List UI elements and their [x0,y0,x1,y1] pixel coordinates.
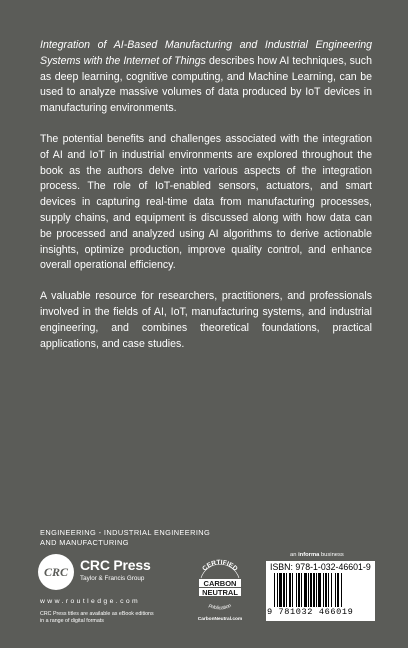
barcode-stripe [304,573,307,607]
ebook-note-line-2: in a range of digital formats [40,618,104,625]
seal-top-text: CERTIFIED [201,559,239,573]
subject-line-1: ENGINEERING - INDUSTRIAL ENGINEERING [40,528,211,537]
publisher-group: Taylor & Francis Group [80,575,145,582]
informa-brand: informa [298,552,320,558]
seal-bottom-text: publication [207,602,233,612]
barcode-stripe [298,573,300,607]
barcode-stripe [316,573,317,607]
crc-logo-icon: CRC [38,554,74,590]
barcode-stripe [301,573,302,607]
barcode-stripe [318,573,321,607]
barcode-stripe [331,573,332,607]
barcode-digits: 9 781032 466019 [267,607,354,617]
barcode-stripe [337,573,339,607]
barcode-stripe [274,573,275,607]
svg-text:publication [208,603,233,612]
blurb-paragraph-1-text: describes how AI techniques, such as deep learning, cognitive computing, and Machine Learning, can be used to analyze massive volumes of data produced by IoT devices in manufacturing environments. [40,54,372,115]
barcode-stripe [341,573,342,607]
barcode-stripe [277,573,278,607]
blurb-paragraph-1 [40,38,372,117]
seal-main-text-2: NEUTRAL [202,588,238,597]
barcode-stripe [325,573,327,607]
isbn-label: ISBN: 978-1-032-46601-9 [270,562,371,572]
barcode-stripe [292,573,293,607]
informa-suffix: business [319,552,344,558]
barcode-stripe [296,573,297,607]
barcode-stripe [283,573,285,607]
subject-category [40,528,240,547]
barcode-stripe [310,573,312,607]
back-cover-blurb [40,38,372,367]
carbon-neutral-url: CarbonNeutral.com [197,617,243,622]
barcode-stripe [289,573,291,607]
informa-business-label [290,552,344,558]
carbon-neutral-seal-icon [193,556,247,620]
subject-line-2: AND MANUFACTURING [40,537,129,547]
barcode-stripe [286,573,287,607]
barcode-stripe [308,573,309,607]
barcode-icon [274,573,367,607]
barcode-stripe [328,573,329,607]
barcode-stripe [279,573,282,607]
svg-text:CERTIFIED [201,559,239,573]
barcode-stripe [323,573,324,607]
book-title: Integration of AI-Based Manufacturing and Industrial Engineering Systems with the Internet of Things [40,39,372,67]
blurb-paragraph-2: The potential benefits and challenges associated with the integration of AI and IoT in industrial environments are explored throughout the book as the authors delve into various aspects of the integration process. The role of IoT-enabled sensors, actuators, and smart devices in capturing real-time data from manufacturing processes, supply chains, and equipment is discussed along with how data can be processed and analyzed using AI algorithms to derive actionable insights, optimize production, improve quality control, and enhance overall operational efficiency. [40,132,372,272]
ebook-note [40,611,200,626]
barcode-stripe [313,573,315,607]
isbn-barcode-block [266,561,375,621]
informa-prefix: an [290,552,299,558]
publisher-url[interactable]: www.routledge.com [40,598,141,605]
barcode-stripe [335,573,336,607]
blurb-paragraph-3: A valuable resource for researchers, practitioners, and professionals involved in the fields of AI, IoT, manufacturing systems, and industrial engineering, and combines theoretical foundations, practical applications, and case studies. [40,290,372,350]
publisher-name: CRC Press [80,557,151,573]
seal-main-text-1: CARBON [203,579,237,588]
ebook-note-line-1: CRC Press titles are available as eBook editions [40,611,154,617]
